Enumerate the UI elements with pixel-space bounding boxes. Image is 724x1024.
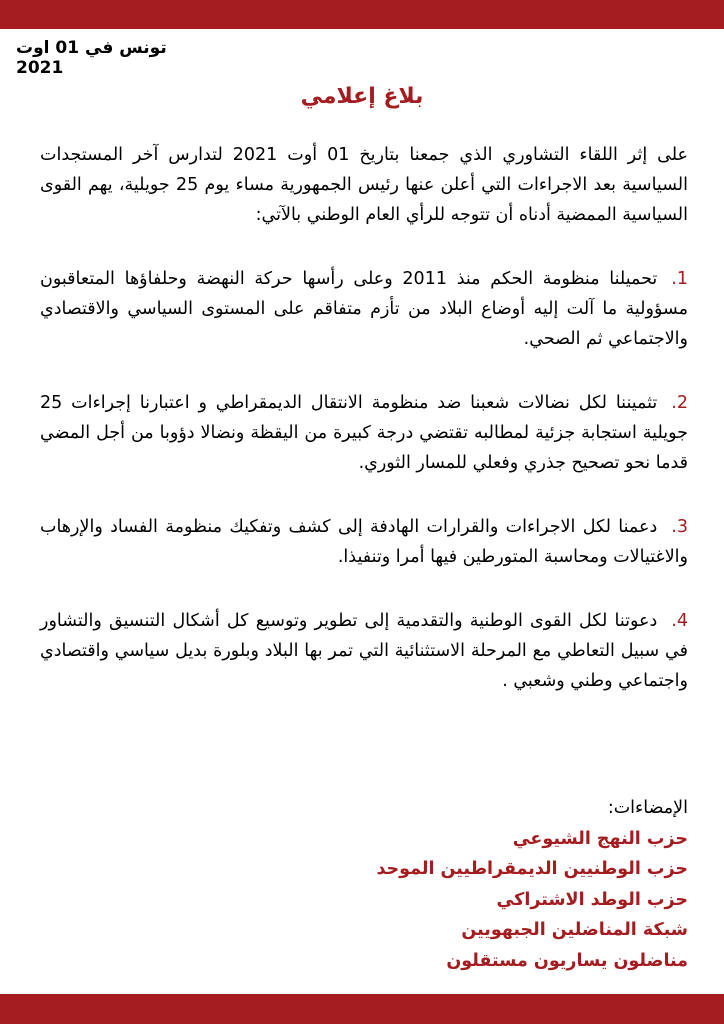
item-text: تثميننا لكل نضالات شعبنا ضد منظومة الانتقال الديمقراطي و اعتبارنا إجراءات 25 جويلية استجابة جزئية لمطالبه تقتضي درجة كبيرة من اليقظة ونضالا دؤوبا من أجل المضي قدما نحو تصحيح جذري وفعلي للمسار الثوري. — [40, 393, 688, 473]
document-title: بلاغ إعلامي — [300, 84, 424, 109]
intro-paragraph: على إثر اللقاء التشاوري الذي جمعنا بتاريخ 01 أوت 2021 لتدارس آخر المستجدات السياسية بعد الاجراءات التي أعلن عنها رئيس الجمهورية مساء يوم 25 جويلية، يهم القوى السياسية الممضية أدناه أن تتوجه للرأي العام الوطني بالآتي: — [40, 145, 689, 225]
list-item — [40, 512, 688, 572]
item-number: 4. — [671, 611, 688, 631]
document-date: تونس في 01 اوت 2021 — [16, 38, 167, 78]
list-item — [40, 264, 688, 354]
signatory: حزب الوطد الاشتراكي — [496, 889, 688, 910]
item-text: دعمنا لكل الاجراءات والقرارات الهادفة إلى كشف وتفكيك منظومة الفساد والإرهاب والاغتيالات ومحاسبة المتورطين فيها أمرا وتنفيذا. — [40, 517, 688, 567]
item-number: 2. — [671, 393, 688, 413]
signatory: مناضلون يساريون مستقلون — [446, 950, 688, 971]
list-item — [40, 388, 688, 478]
item-text: تحميلنا منظومة الحكم منذ 2011 وعلى رأسها حركة النهضة وحلفاؤها المتعاقبون مسؤولية ما آلت إليه أوضاع البلاد من تأزم متفاقم على المستوى السياسي والاقتصادي والاجتماعي ثم الصحي. — [40, 269, 688, 349]
signatory: حزب الوطنيين الديمقراطيين الموحد — [376, 859, 688, 879]
item-number: 3. — [671, 517, 688, 537]
signatures-label: الإمضاءات: — [607, 798, 688, 818]
signatures-block — [300, 793, 688, 976]
signatory: حزب النهج الشيوعي — [512, 828, 688, 849]
list-item — [40, 606, 688, 696]
bottom-banner — [0, 994, 724, 1024]
item-number: 1. — [671, 269, 688, 289]
document-body — [40, 140, 688, 730]
top-banner — [0, 0, 724, 29]
item-text: دعوتنا لكل القوى الوطنية والتقدمية إلى تطوير وتوسيع كل أشكال التنسيق والتشاور في سبيل التعاطي مع المرحلة الاستثنائية التي تمر بها البلاد وبلورة بديل سياسي واقتصادي واجتماعي وطني وشعبي . — [40, 611, 688, 691]
signatory: شبكة المناضلين الجبهويين — [461, 920, 688, 940]
